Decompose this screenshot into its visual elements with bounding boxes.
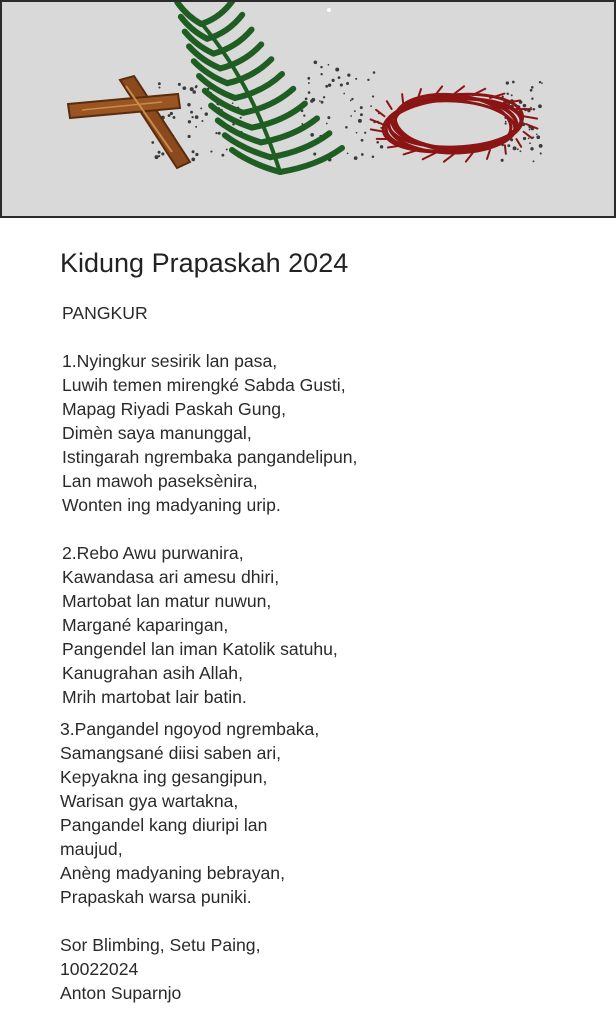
verse-line: Lan mawoh paseksènira, <box>62 471 258 491</box>
verse-line: Istingarah ngrembaka pangandelipun, <box>62 447 358 467</box>
verse-line: Wonten ing madyaning urip. <box>62 495 281 515</box>
verse-line: 2.Rebo Awu purwanira, <box>62 543 244 563</box>
verse-line: Pangandel kang diuripi lan <box>60 815 268 835</box>
verse-1 <box>62 349 602 517</box>
spacer <box>62 517 602 541</box>
header-banner <box>0 0 616 218</box>
verse-line: Dimèn saya manunggal, <box>62 423 252 443</box>
signature-date-code: 10022024 <box>60 959 139 979</box>
signature-block <box>60 933 602 1005</box>
verse-line: Luwih temen mirengké Sabda Gusti, <box>62 375 346 395</box>
verse-line: Mrih martobat lair batin. <box>62 687 247 707</box>
verse-line: 1.Nyingkur sesirik lan pasa, <box>62 351 278 371</box>
verse-line: Mapag Riyadi Paskah Gung, <box>62 399 286 419</box>
verse-line: Martobat lan matur nuwun, <box>62 591 272 611</box>
verse-line: Margané kaparingan, <box>62 615 229 635</box>
signature-author: Anton Suparnjo <box>60 983 182 1003</box>
verse-line: 3.Pangandel ngoyod ngrembaka, <box>60 719 320 739</box>
verse-3 <box>60 717 602 909</box>
crown-of-thorns-icon <box>371 86 538 161</box>
spacer <box>62 909 602 933</box>
verse-2 <box>62 541 602 709</box>
verse-line: Samangsané diisi saben ari, <box>60 743 282 763</box>
lent-symbols-illustration <box>2 2 616 218</box>
palm-branch-icon <box>177 2 342 172</box>
spacer <box>62 325 602 349</box>
verse-line: maujud, <box>60 839 123 859</box>
verse-line: Kepyakna ing gesangipun, <box>60 767 268 787</box>
spacer <box>62 709 602 717</box>
verse-line: Anèng madyaning bebrayan, <box>60 863 285 883</box>
verse-line: Warisan gya wartakna, <box>60 791 239 811</box>
cross-icon <box>68 76 190 168</box>
page-title: Kidung Prapaskah 2024 <box>60 248 349 278</box>
verse-line: Prapaskah warsa puniki. <box>60 887 252 907</box>
verse-line: Pangendel lan iman Katolik satuhu, <box>62 639 338 659</box>
signature-place-date: Sor Blimbing, Setu Paing, <box>60 935 261 955</box>
verse-line: Kawandasa ari amesu dhiri, <box>62 567 280 587</box>
poem-form-label: PANGKUR <box>62 303 148 323</box>
poem-body <box>62 301 602 1005</box>
verse-line: Kanugrahan asih Allah, <box>62 663 243 683</box>
